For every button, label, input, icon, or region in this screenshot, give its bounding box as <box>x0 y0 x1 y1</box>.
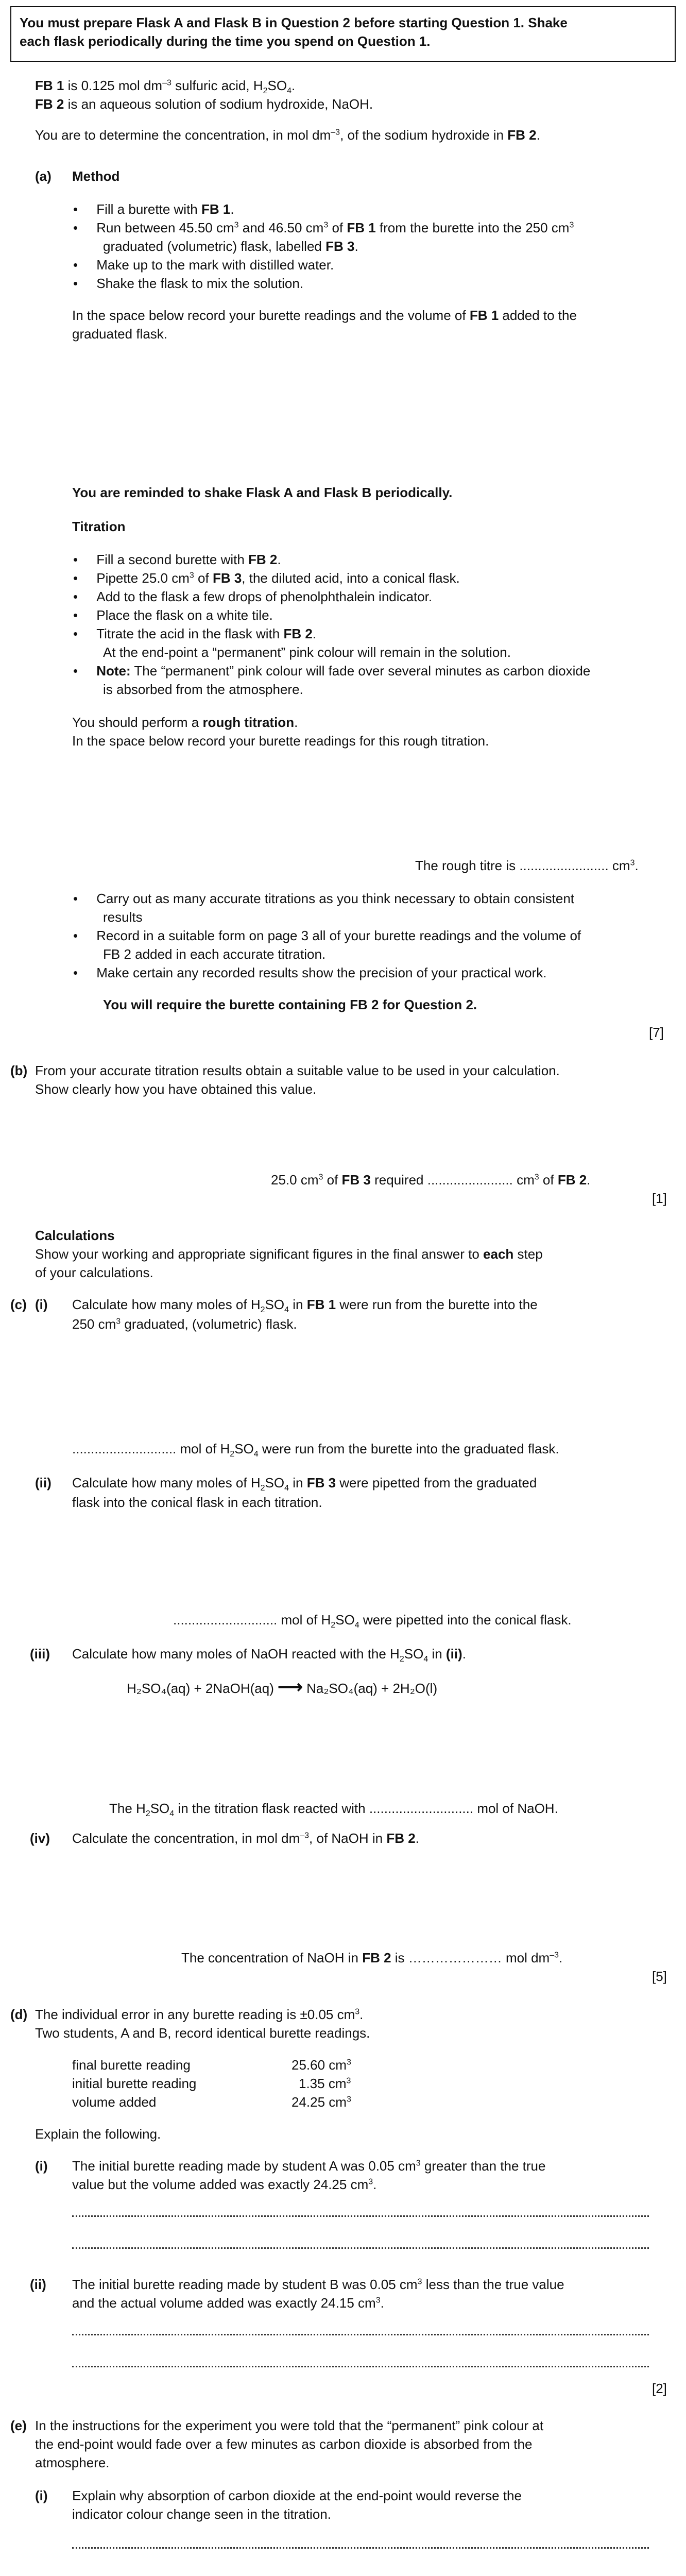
accurate-bullet-1-cont: results <box>103 909 143 925</box>
method-bullet-4: • Shake the flask to mix the solution. <box>73 276 304 291</box>
part-e-line-1: In the instructions for the experiment you were told that the “permanent” pink colour at <box>35 2418 544 2433</box>
method-bullet-2: • Run between 45.50 $cm^3$ and 46.50 $cm^3$ of FB 1 from the burette into the 250 $cm^3$ <box>73 220 574 235</box>
burette-note: You will require the burette containing FB 2 for Question 2. <box>103 997 477 1012</box>
part-c-i-answer: ............................ mol of $H_2SO_4$ were run from the burette into the graduated flask. <box>72 1441 559 1459</box>
answer-line-d-i-1[interactable] <box>72 2215 649 2217</box>
rough-titre-answer: The rough titre is ........................ $cm^3$. <box>415 858 639 873</box>
answer-line-d-ii-2[interactable] <box>72 2366 649 2367</box>
part-c-i-label: (i) <box>35 1297 48 1312</box>
titration-heading: Titration <box>72 519 126 534</box>
part-c-ii-answer: ............................ mol of $H_2SO_4$ were pipetted into the conical flask. <box>173 1612 572 1630</box>
fb1-definition: FB 1 is 0.125 mol $dm^{-3}$ sulfuric acid, $H_2SO_4$. <box>35 78 296 96</box>
accurate-bullet-2-cont: FB 2 added in each accurate titration. <box>103 946 326 962</box>
reaction-equation: H₂SO₄(aq) + 2NaOH(aq) ⟶ Na₂SO₄(aq) + 2H₂O(l) <box>127 1677 438 1697</box>
note-line-2: is absorbed from the atmosphere. <box>103 682 303 697</box>
part-d-ii-label: (ii) <box>30 2277 46 2292</box>
note-line-1: • Note: The “permanent” pink colour will fade over several minutes as carbon dioxide <box>73 663 591 679</box>
part-c-iii-line: Calculate how many moles of NaOH reacted with the $H_2SO_4$ in (ii). <box>72 1646 466 1664</box>
determine-statement: You are to determine the concentration, in mol $dm^{-3}$, of the sodium hydroxide in FB 2. <box>35 127 540 143</box>
titration-bullet-4: • Place the flask on a white tile. <box>73 607 273 623</box>
part-e-line-3: atmosphere. <box>35 2455 110 2470</box>
banner-line-2: each flask periodically during the time you spend on Question 1. <box>20 33 431 49</box>
reaction-arrow-icon: ⟶ <box>278 1677 303 1697</box>
explain-instruction: Explain the following. <box>35 2126 161 2142</box>
part-c-ii-line-1: Calculate how many moles of $H_2SO_4$ in FB 3 were pipetted from the graduated <box>72 1475 537 1493</box>
titration-bullet-1: • Fill a second burette with FB 2. <box>73 552 281 567</box>
reading-value-initial: 1.35 $cm^3$ <box>299 2076 351 2091</box>
shake-reminder: You are reminded to shake Flask A and Flask B periodically. <box>72 485 453 500</box>
answer-line-e-i-1[interactable] <box>72 2547 649 2549</box>
part-b-line-2: Show clearly how you have obtained this value. <box>35 1081 317 1097</box>
part-c-i-line-1: Calculate how many moles of $H_2SO_4$ in FB 1 were run from the burette into the <box>72 1297 538 1315</box>
part-e-label: (e) <box>10 2418 27 2433</box>
part-c-iv-label: (iv) <box>30 1831 50 1846</box>
calculations-line-1: Show your working and appropriate significant figures in the final answer to each step <box>35 1246 543 1262</box>
banner-line-1: You must prepare Flask A and Flask B in Question 2 before starting Question 1. Shake <box>20 15 568 30</box>
part-a-marks: [7] <box>649 1025 664 1040</box>
titration-bullet-5: • Titrate the acid in the flask with FB 2. <box>73 626 317 641</box>
part-a-label: (a) <box>35 168 52 184</box>
part-b-line-1: From your accurate titration results obtain a suitable value to be used in your calculation. <box>35 1063 560 1078</box>
calculations-line-2: of your calculations. <box>35 1265 153 1280</box>
titration-bullet-3: • Add to the flask a few drops of phenolphthalein indicator. <box>73 589 433 604</box>
part-e-i-line-1: Explain why absorption of carbon dioxide at the end-point would reverse the <box>72 2488 522 2503</box>
part-d-ii-line-2: and the actual volume added was exactly 24.15 $cm^3$. <box>72 2295 384 2311</box>
part-c-marks: [5] <box>652 1969 667 1984</box>
titration-bullet-2: • Pipette 25.0 $cm^3$ of FB 3, the diluted acid, into a conical flask. <box>73 570 460 586</box>
part-d-line-2: Two students, A and B, record identical burette readings. <box>35 2025 370 2041</box>
part-c-iii-label: (iii) <box>30 1646 50 1662</box>
part-d-i-line-2: value but the volume added was exactly 24.25 $cm^3$. <box>72 2177 377 2192</box>
part-e-i-line-2: indicator colour change seen in the titration. <box>72 2506 331 2522</box>
reading-label-initial: initial burette reading <box>72 2076 197 2091</box>
part-c-ii-line-2: flask into the conical flask in each titration. <box>72 1495 322 1510</box>
part-c-iii-answer: The $H_2SO_4$ in the titration flask reacted with ............................ mol of NaOH. <box>109 1801 558 1819</box>
accurate-bullet-1: • Carry out as many accurate titrations as you think necessary to obtain consistent <box>73 891 575 906</box>
part-e-line-2: the end-point would fade over a few minutes as carbon dioxide is absorbed from the <box>35 2436 533 2452</box>
part-d-marks: [2] <box>652 2381 667 2396</box>
method-bullet-3: • Make up to the mark with distilled water. <box>73 257 334 273</box>
reading-label-final: final burette reading <box>72 2057 191 2073</box>
part-d-label: (d) <box>10 2007 28 2022</box>
part-d-ii-line-1: The initial burette reading made by student B was 0.05 $cm^3$ less than the true value <box>72 2277 564 2292</box>
part-e-i-label: (i) <box>35 2488 48 2503</box>
endpoint-line: At the end-point a “permanent” pink colour will remain in the solution. <box>103 645 511 660</box>
reading-value-final: 25.60 $cm^3$ <box>291 2057 351 2073</box>
part-c-i-line-2: 250 $cm^3$ graduated, (volumetric) flask. <box>72 1316 297 1332</box>
fb2-definition: FB 2 is an aqueous solution of sodium hydroxide, NaOH. <box>35 96 373 112</box>
calculations-heading: Calculations <box>35 1228 115 1243</box>
reading-value-volume: 24.25 $cm^3$ <box>291 2094 351 2110</box>
method-bullet-1: • Fill a burette with FB 1. <box>73 201 234 217</box>
reading-label-volume: volume added <box>72 2094 157 2110</box>
part-d-i-label: (i) <box>35 2158 48 2174</box>
part-d-i-line-1: The initial burette reading made by student A was 0.05 $cm^3$ greater than the true <box>72 2158 546 2174</box>
accurate-bullet-3: • Make certain any recorded results show the precision of your practical work. <box>73 965 547 980</box>
answer-line-d-ii-1[interactable] <box>72 2334 649 2335</box>
record-instruction-1: In the space below record your burette readings and the volume of FB 1 added to the <box>72 308 577 323</box>
part-b-marks: [1] <box>652 1191 667 1206</box>
part-c-label: (c) <box>10 1297 27 1312</box>
answer-line-d-i-2[interactable] <box>72 2247 649 2249</box>
record-instruction-2: graduated flask. <box>72 326 168 342</box>
part-c-iv-line: Calculate the concentration, in mol $dm^{-3}$, of NaOH in FB 2. <box>72 1831 419 1846</box>
method-heading: Method <box>72 168 120 184</box>
part-c-ii-label: (ii) <box>35 1475 52 1490</box>
method-bullet-2-cont: graduated (volumetric) flask, labelled FB 3. <box>103 239 358 254</box>
accurate-bullet-2: • Record in a suitable form on page 3 all of your burette readings and the volume of <box>73 928 581 943</box>
part-c-iv-answer: The concentration of NaOH in FB 2 is ………………… mol $dm^{-3}$. <box>181 1950 563 1965</box>
rough-record-instruction: In the space below record your burette readings for this rough titration. <box>72 733 489 749</box>
part-b-answer: 25.0 $cm^3$ of FB 3 required ....................... $cm^3$ of FB 2. <box>271 1172 591 1188</box>
part-d-line-1: The individual error in any burette reading is ±0.05 $cm^3$. <box>35 2007 364 2022</box>
rough-instruction: You should perform a rough titration. <box>72 715 298 730</box>
part-b-label: (b) <box>10 1063 28 1078</box>
